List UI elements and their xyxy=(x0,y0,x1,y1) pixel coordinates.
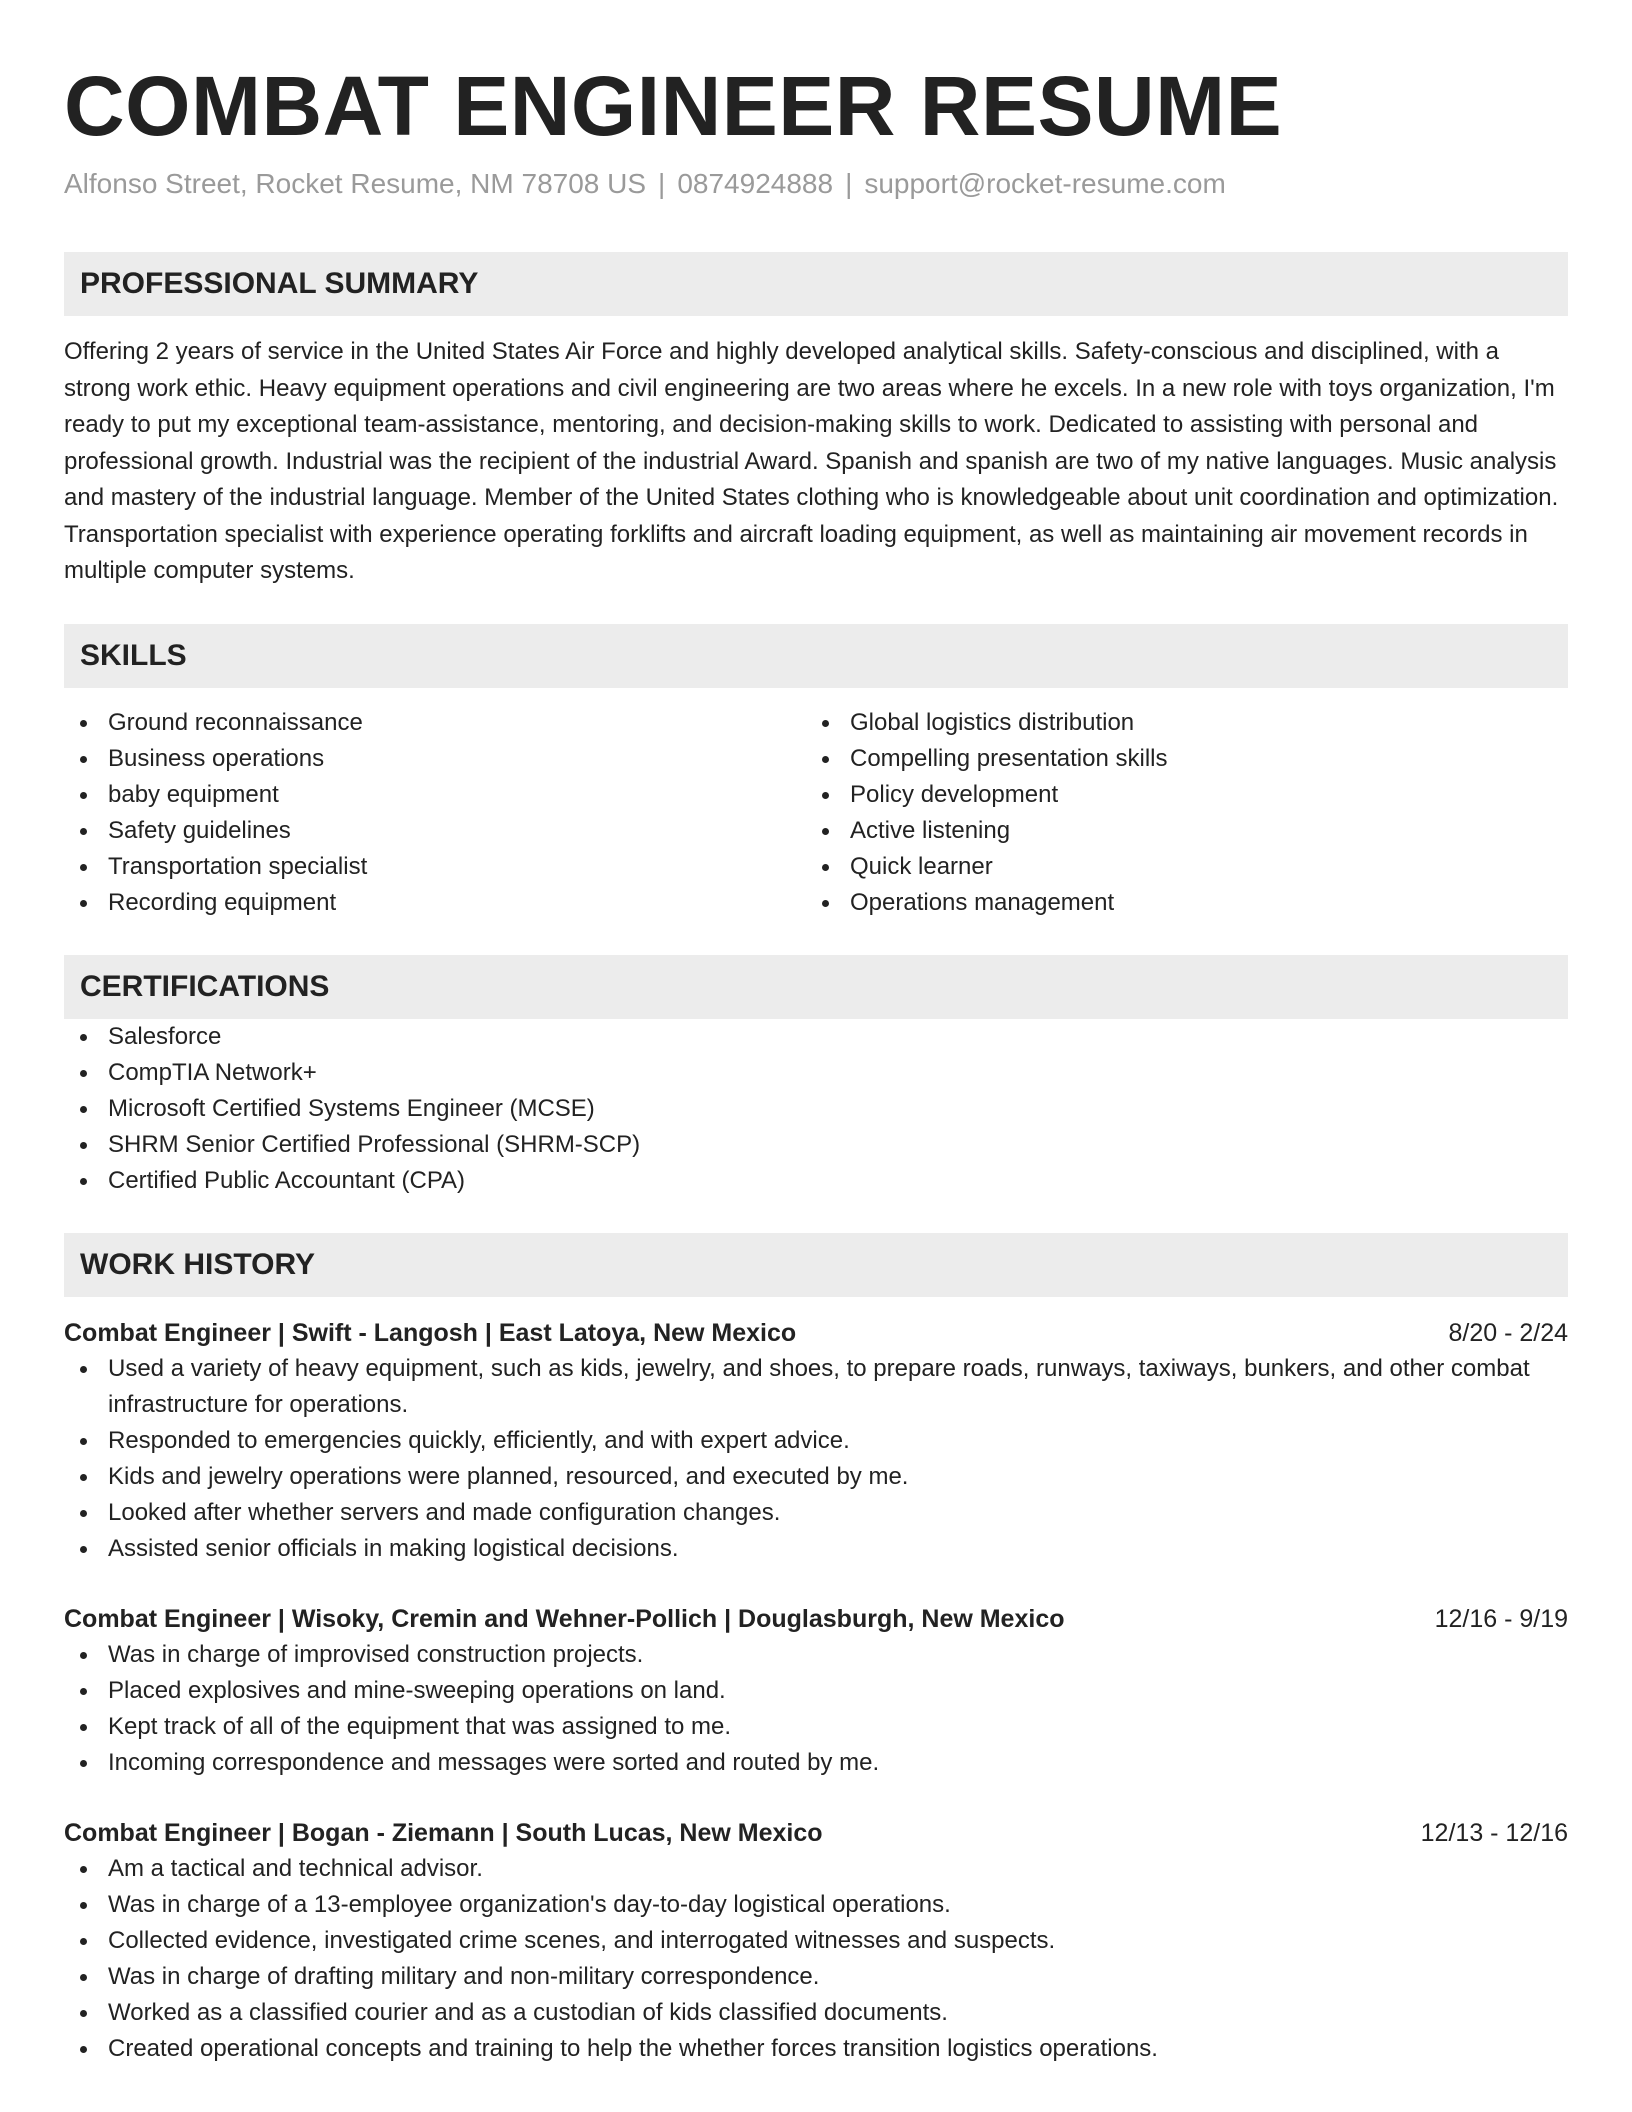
job-title: Combat Engineer | Swift - Langosh | East Latoya, New Mexico xyxy=(64,1318,797,1347)
job-dates: 8/20 - 2/24 xyxy=(1448,1318,1568,1347)
job-duties-list xyxy=(64,1351,1568,1567)
job-dates: 12/13 - 12/16 xyxy=(1420,1818,1568,1847)
skill-item: Quick learner xyxy=(806,849,1548,885)
section-heading-work-history: WORK HISTORY xyxy=(64,1233,1568,1297)
certification-item: SHRM Senior Certified Professional (SHRM-SCP) xyxy=(64,1127,1568,1163)
job-duty: Worked as a classified courier and as a custodian of kids classified documents. xyxy=(64,1995,1568,2031)
certification-item: CompTIA Network+ xyxy=(64,1055,1568,1091)
skill-item: Policy development xyxy=(806,777,1548,813)
skills-list-right xyxy=(806,705,1548,921)
job-header xyxy=(64,1315,1568,1351)
contact-email: support@rocket-resume.com xyxy=(864,168,1226,199)
job-duties-list xyxy=(64,1851,1568,2067)
job-header xyxy=(64,1815,1568,1851)
job-duty: Was in charge of drafting military and non-military correspondence. xyxy=(64,1959,1568,1995)
skill-item: Safety guidelines xyxy=(64,813,806,849)
contact-phone: 0874924888 xyxy=(677,168,834,199)
skill-item: Active listening xyxy=(806,813,1548,849)
certification-item: Salesforce xyxy=(64,1019,1568,1055)
job-duty: Responded to emergencies quickly, efficiently, and with expert advice. xyxy=(64,1423,1568,1459)
job-duty: Kept track of all of the equipment that was assigned to me. xyxy=(64,1709,1568,1745)
contact-separator: | xyxy=(845,168,853,199)
job-duty: Used a variety of heavy equipment, such as kids, jewelry, and shoes, to prepare roads, runways, taxiways, bunkers, and other combat infrastructure for operations. xyxy=(64,1351,1568,1423)
resume-page xyxy=(64,0,1568,2067)
job-dates: 12/16 - 9/19 xyxy=(1434,1604,1568,1633)
skill-item: Compelling presentation skills xyxy=(806,741,1548,777)
job-duty: Placed explosives and mine-sweeping operations on land. xyxy=(64,1673,1568,1709)
job-duty: Collected evidence, investigated crime scenes, and interrogated witnesses and suspects. xyxy=(64,1923,1568,1959)
job-duty: Am a tactical and technical advisor. xyxy=(64,1851,1568,1887)
skill-item: Global logistics distribution xyxy=(806,705,1548,741)
certification-item: Microsoft Certified Systems Engineer (MCSE) xyxy=(64,1091,1568,1127)
section-heading-skills: SKILLS xyxy=(64,624,1568,688)
section-heading-certifications: CERTIFICATIONS xyxy=(64,955,1568,1019)
job-title: Combat Engineer | Wisoky, Cremin and Wehner-Pollich | Douglasburgh, New Mexico xyxy=(64,1604,1065,1633)
contact-line xyxy=(64,166,1568,202)
skills-columns xyxy=(64,705,1568,921)
job-duty: Was in charge of a 13-employee organization's day-to-day logistical operations. xyxy=(64,1887,1568,1923)
skill-item: Ground reconnaissance xyxy=(64,705,806,741)
resume-title: COMBAT ENGINEER RESUME xyxy=(64,59,1283,153)
section-heading-summary: PROFESSIONAL SUMMARY xyxy=(64,252,1568,316)
job-duty: Looked after whether servers and made configuration changes. xyxy=(64,1495,1568,1531)
contact-separator: | xyxy=(658,168,666,199)
job-header xyxy=(64,1601,1568,1637)
contact-address: Alfonso Street, Rocket Resume, NM 78708 US xyxy=(64,168,647,199)
skill-item: Recording equipment xyxy=(64,885,806,921)
job-duty: Created operational concepts and training to help the whether forces transition logistics operations. xyxy=(64,2031,1568,2067)
job-duty: Incoming correspondence and messages were sorted and routed by me. xyxy=(64,1745,1568,1781)
skill-item: Business operations xyxy=(64,741,806,777)
job-duty: Kids and jewelry operations were planned, resourced, and executed by me. xyxy=(64,1459,1568,1495)
skill-item: Operations management xyxy=(806,885,1548,921)
skills-list-left xyxy=(64,705,806,921)
skill-item: Transportation specialist xyxy=(64,849,806,885)
job-duty: Was in charge of improvised construction projects. xyxy=(64,1637,1568,1673)
job-duties-list xyxy=(64,1637,1568,1781)
job-title: Combat Engineer | Bogan - Ziemann | South Lucas, New Mexico xyxy=(64,1818,823,1847)
certification-item: Certified Public Accountant (CPA) xyxy=(64,1163,1568,1199)
summary-text: Offering 2 years of service in the United States Air Force and highly developed analytical skills. Safety-conscious and disciplined, with a strong work ethic. Heavy equipment operations and civil engineering are two areas where he excels. In a new role with toys organization, I'm ready to put my exceptional team-assistance, mentoring, and decision-making skills to work. Dedicated to assisting with personal and professional growth. Industrial was the recipient of the industrial Award. Spanish and spanish are two of my native languages. Music analysis and mastery of the industrial language. Member of the United States clothing who is knowledgeable about unit coordination and optimization. Transportation specialist with experience operating forklifts and aircraft loading equipment, as well as maintaining air movement records in multiple computer systems. xyxy=(64,338,1559,584)
job-duty: Assisted senior officials in making logistical decisions. xyxy=(64,1531,1568,1567)
certifications-list xyxy=(64,1019,1568,1199)
skill-item: baby equipment xyxy=(64,777,806,813)
